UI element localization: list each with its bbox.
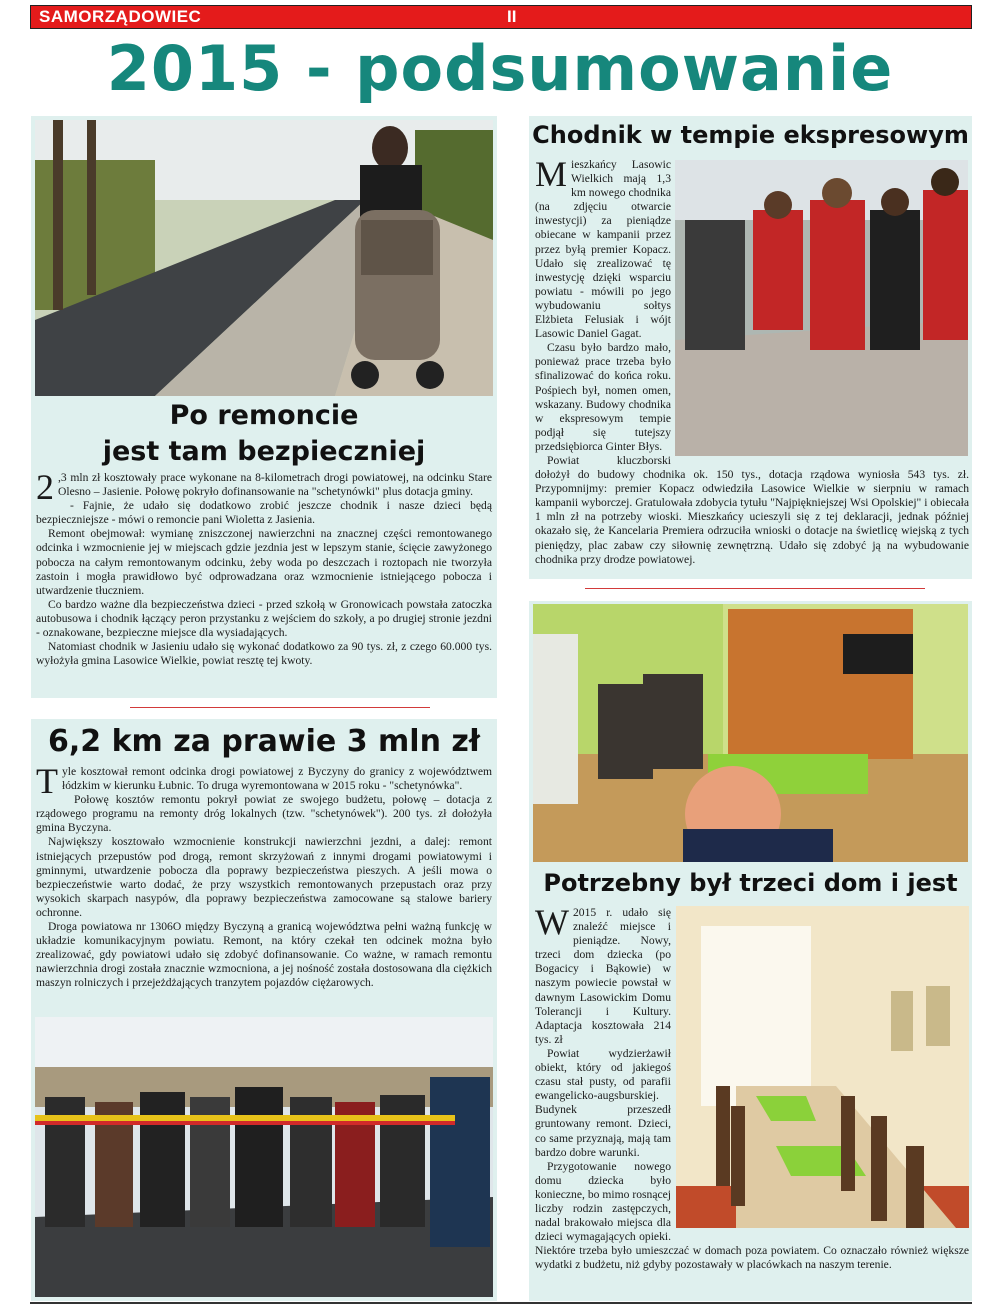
article-2-body <box>36 761 492 991</box>
header-bar <box>30 5 972 29</box>
article-1-headline-line-1: Po remoncie <box>169 400 359 431</box>
article-1-paragraph: Remont obejmował: wymianę zniszczonej nawierzchni na znacznej części remontowanego odcinka i wzmocnienie jej w miejscach gdzie jezdnia jest w lepszym stanie, ścięcie zawyżonego pobocza na całym remontowanym odcinku, żeby woda po deszczach i roztopach nie tworzyła zastoin i mogła prawidłowo być odprowadzana oraz wzmocnienie istniejącego pobocza i utwardzenie tłuczniem. <box>36 527 492 597</box>
article-2-paragraph: Największy kosztowało wzmocnienie konstrukcji nawierzchni jezdni, a dalej: remont istniejących przepustów pod drogą, remont skrzyżowań z innymi drogami powiatowymi i gminnymi, utwardzenie pobocza dla poprawy bezpieczeństwa pieszych. A jeśli mowa o bezpieczeństwie warto dodać, że przy wszystkich remontowanych przepustach oraz przy wysokich skarpach nasypów, dla poprawy bezpieczeństwa zamocowane są stalowe bariery ochronne. <box>36 835 492 919</box>
article-2-headline: 6,2 km za prawie 3 mln zł <box>48 724 480 759</box>
divider-line <box>130 707 430 708</box>
article-3-paragraph: Czasu było bardzo mało, ponieważ prace trzeba było sfinalizować do końca roku. Pośpiech był, nomen omen, wskazany. Budowy chodnika w ekspresowym tempie podjął się tutejszy przedsiębiorca Ginter Błys. <box>535 341 671 453</box>
text-wrap-spacer <box>671 158 969 460</box>
photo-living-room <box>533 604 968 862</box>
divider-line <box>585 588 925 589</box>
bottom-rule <box>30 1302 972 1304</box>
article-3-body <box>535 154 969 567</box>
article-1-paragraph: Co bardzo ważne dla bezpieczeństwa dzieci - przed szkołą w Gronowicach powstała zatoczka autobusowa i chodnik łączący peron przystanku z wejściem do szkoły, a po drugiej stronie jezdni - oznakowane, bezpieczne miejsce dla wysiadających. <box>36 597 492 640</box>
article-4-headline: Potrzebny był trzeci dom i jest <box>543 869 958 897</box>
article-4-paragraph: Przygotowanie nowego domu dziecka było konieczne, bo mimo rosnącej liczby rodzin zastępczych, nadal brakowało miejsca dla dzieci wymagających opieki. Niektóre trzeba było umieszczać w domach poza powiatem. Co oznaczało również większe wydatki z budżetu, niż gdyby pozostawały w placówkach na naszym terenie. <box>535 1159 969 1272</box>
article-3-headline: Chodnik w tempie ekspresowym <box>532 121 969 149</box>
article-4-paragraph: Powiat wydzierżawił obiekt, który od jakiegoś czasu stał pusty, od parafii ewangelicko-augsburskiej. Budynek przeszedł gruntowany remont. Dzieci, co same przyznają, mają tam bardzo dobre warunki. <box>535 1046 671 1159</box>
article-1-headline-line-2: jest tam bezpieczniej <box>102 436 426 467</box>
article-2-paragraph: Połowę kosztów remontu pokrył powiat ze swojego budżetu, połowę – dotacja z rządowego programu na remonty dróg lokalnych (tzw. "schetynówek"). 200 tys. zł dołożyła gmina Byczyna. <box>36 793 492 835</box>
text-wrap-spacer <box>671 906 969 1232</box>
article-3-dropcap: M <box>535 154 568 194</box>
photo-road-stroller <box>35 120 493 396</box>
page-number: II <box>507 7 517 26</box>
article-4-body <box>535 902 969 1272</box>
article-3-paragraph: ieszkańcy Lasowic Wielkich mają 1,3 km nowego chodnika (na zdjęciu otwarcie inwestycji) za pieniądze obiecane w kampanii przez przez byłą premier Kopacz. Udało się zrealizować tę inwestycję dzięki wsparciu powiatu - mówili po jego wybudowaniu sołtys Elżbieta Felusiak i wójt Lasowic Daniel Gagat. <box>535 158 671 341</box>
page-title: 2015 - podsumowanie <box>106 32 894 105</box>
article-1-paragraph: - Fajnie, że udało się dodatkowo zrobić jeszcze chodnik i nasze dzieci będą bezpieczniejsze - mówi o remoncie pani Wioletta z Jasienia. <box>36 499 492 527</box>
article-1-body <box>36 467 492 668</box>
article-1-dropcap: 2 <box>36 467 54 507</box>
article-4-dropcap: W <box>535 902 569 942</box>
article-1-headline <box>35 398 493 470</box>
article-2-dropcap: T <box>36 761 58 801</box>
article-4-paragraph: 2015 r. udało się znaleźć miejsce i pieniądze. Nowy, trzeci dom dziecka (po Bogacicy i Bąkowie) w naszym powiecie powstał w dawnym Lasowickim Domu Tolerancji i Kultury. Adaptacja kosztowała 214 tys. zł <box>535 906 671 1046</box>
article-2-paragraph: Droga powiatowa nr 1306O między Byczyną a granicą województwa pełni ważną funkcję w układzie komunikacyjnym powiatu. Remont, na który czekał ten odcinek można było zrealizować, gdy powiatowi udało się zdobyć dofinansowanie. Co ważne, w ramach remontu nawierzchnia drogi została znacznie wzmocniona, a jej nośność została dostosowana dla ciężkich maszyn rolniczych i przejeżdżających tranzytem pojazdów ciężarowych. <box>36 920 492 990</box>
section-name: SAMORZĄDOWIEC <box>39 7 202 26</box>
photo-ribbon-cutting <box>35 1017 493 1297</box>
article-3-paragraph: Powiat kluczborski dołożył do budowy chodnika ok. 150 tys., dotacja rządowa wyniosła 543 tys. zł. Przypomnijmy: premier Kopacz odwiedziła Lasowice Wielkie w sierpniu w ramach kampanii wyborczej. Gratulowała zdobycia tytułu "Najpiękniejszej Wsi Opolskiej" i obiecała 1 mln zł na potrzeby wioski. Mieszkańcy ucieszyli się z tej deklaracji, jednak później okazało się, że Kancelaria Premiera odrzuciła wnioski o dotacje na świetlicę wiejską z tych pieniędzy, plac zabaw czy siłownię zewnętrzną. Udało się zdobyć ją na wybudowanie chodnika przy drodze powiatowej. <box>535 453 969 566</box>
article-1-paragraph: ,3 mln zł kosztowały prace wykonane na 8-kilometrach drogi powiatowej, na odcinku Stare Olesno – Jasienie. Połowę pokryło dofinansowanie na "schetynówki" plus dotacja gminy. <box>58 471 492 499</box>
article-1-paragraph: Natomiast chodnik w Jasieniu udało się wykonać dodatkowo za 90 tys. zł, z czego 60.000 tys. wyłożyła gmina Lasowice Wielkie, powiat resztę tej kwoty. <box>36 640 492 668</box>
article-2-paragraph: yle kosztował remont odcinka drogi powiatowej z Byczyny do granicy z województwem łódzkim w kierunku Łubnic. To druga wyremontowana w 2015 roku - "schetynówka". <box>62 765 492 793</box>
